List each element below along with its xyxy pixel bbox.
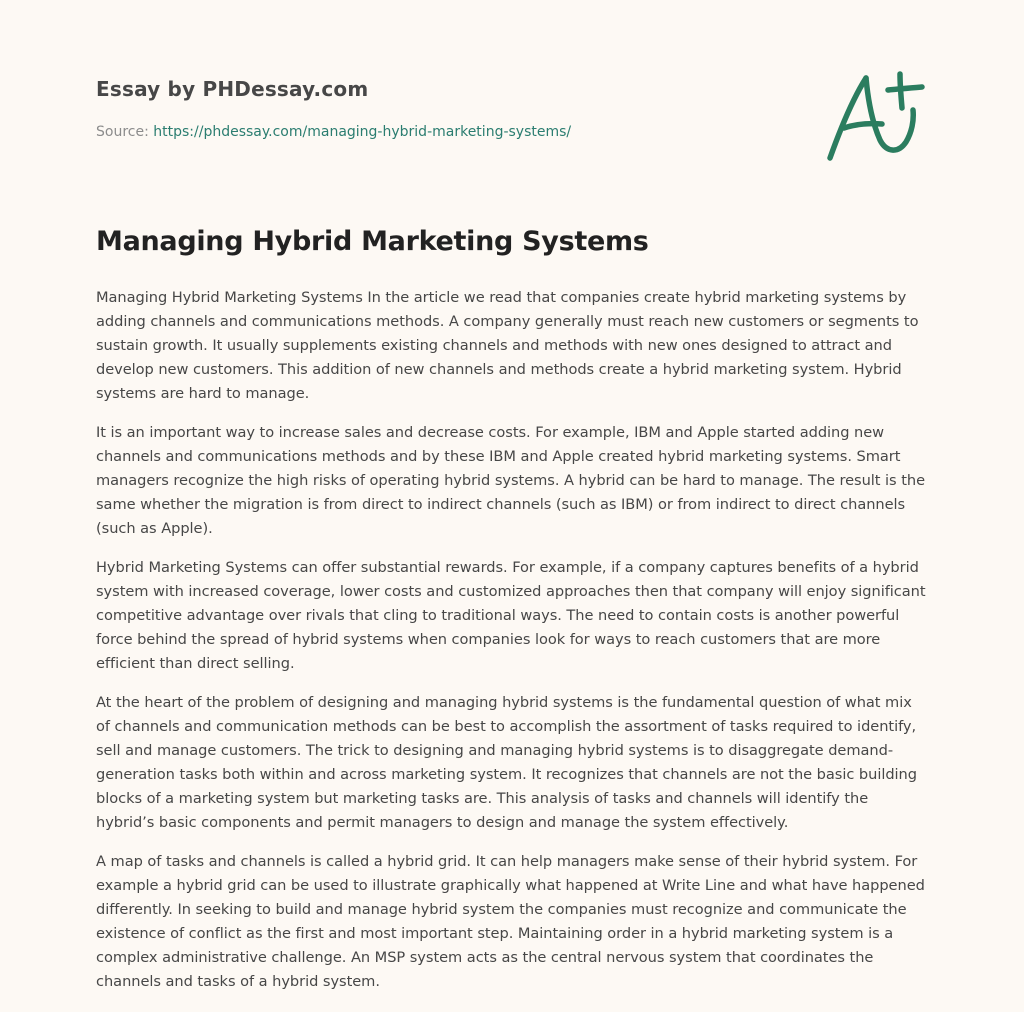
source-label: Source: [96,124,154,140]
article-body [96,286,928,1009]
article-paragraph: It is an important way to increase sales and decrease costs. For example, IBM and Apple started adding new channels and communications methods and by these IBM and Apple created hybrid marketing systems. Smart managers recognize the high risks of operating hybrid systems. A hybrid can be hard to manage. The result is the same whether the migration is from direct to indirect channels (such as IBM) or from indirect to direct channels (such as Apple). [96,424,926,537]
article-paragraph: At the heart of the problem of designing and managing hybrid systems is the fundamental question of what mix of channels and communication methods can be best to accomplish the assortment of tasks required to identify, sell and manage customers. The trick to designing and managing hybrid systems is to disaggregate demand-generation tasks both within and across marketing system. It recognizes that channels are not the basic building blocks of a marketing system but marketing tasks are. This analysis of tasks and channels will identify the hybrid’s basic components and permit managers to design and manage the system effectively. [96,694,917,831]
source-line [96,124,571,140]
article-paragraph: Hybrid Marketing Systems can offer substantial rewards. For example, if a company captures benefits of a hybrid system with increased coverage, lower costs and customized approaches then that company will enjoy significant competitive advantage over rivals that cling to traditional ways. The need to contain costs is another powerful force behind the spread of hybrid systems when companies look for ways to reach customers that are more efficient than direct selling. [96,559,926,672]
article-title: Managing Hybrid Marketing Systems [96,226,649,257]
source-link[interactable]: https://phdessay.com/managing-hybrid-marketing-systems/ [153,124,572,140]
site-title: Essay by PHDessay.com [96,77,369,101]
article-paragraph: A map of tasks and channels is called a hybrid grid. It can help managers make sense of their hybrid system. For example a hybrid grid can be used to illustrate graphically what happened at Write Line and what have happened differently. In seeking to build and manage hybrid system the companies must recognize and communicate the existence of conflict as the first and most important step. Maintaining order in a hybrid marketing system is a complex administrative challenge. An MSP system acts as the central nervous system that coordinates the channels and tasks of a hybrid system. [96,853,925,990]
a-plus-grade-icon [822,68,928,164]
article-paragraph: Managing Hybrid Marketing Systems In the article we read that companies create hybrid marketing systems by adding channels and communications methods. A company generally must reach new customers or segments to sustain growth. It usually supplements existing channels and methods with new ones designed to attract and develop new customers. This addition of new channels and methods create a hybrid marketing system. Hybrid systems are hard to manage. [96,289,919,402]
